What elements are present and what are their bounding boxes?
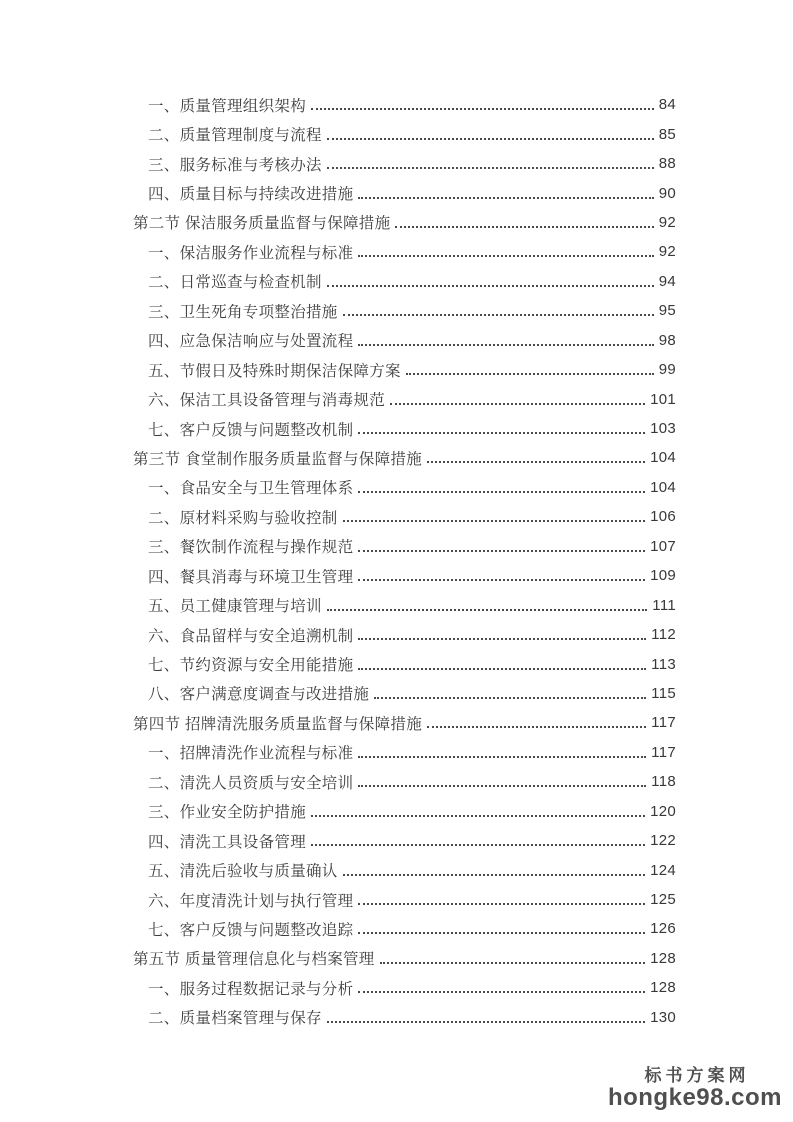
dot-leader xyxy=(358,344,653,346)
toc-entry-page-number: 117 xyxy=(651,714,676,732)
toc-entry-page-number: 118 xyxy=(651,773,676,791)
dot-leader xyxy=(311,108,654,110)
dot-leader xyxy=(327,285,654,287)
watermark xyxy=(608,1067,782,1110)
toc-entry-page-number: 92 xyxy=(658,213,676,231)
toc-entry-page-number: 92 xyxy=(658,243,676,261)
dot-leader xyxy=(358,756,646,758)
toc-entry[interactable] xyxy=(148,237,676,266)
dot-leader xyxy=(358,579,645,581)
toc-entry[interactable] xyxy=(148,590,676,619)
toc-entry-page-number: 94 xyxy=(658,272,676,290)
dot-leader xyxy=(427,461,645,463)
toc-entry-label: 二、原材料采购与验收控制 xyxy=(148,509,338,527)
dot-leader xyxy=(390,403,645,405)
toc-entry-label: 五、员工健康管理与培训 xyxy=(148,598,322,616)
dot-leader xyxy=(327,1021,645,1023)
dot-leader xyxy=(427,726,646,728)
toc-entry-label: 二、质量管理制度与流程 xyxy=(148,127,322,145)
toc-entry[interactable] xyxy=(148,738,676,767)
toc-entry-label: 三、餐饮制作流程与操作规范 xyxy=(148,539,354,557)
toc-entry-label: 一、服务过程数据记录与分析 xyxy=(148,980,354,998)
toc-entry-page-number: 130 xyxy=(650,1008,676,1026)
toc-entry-label: 二、日常巡查与检查机制 xyxy=(148,274,322,292)
toc-entry-page-number: 128 xyxy=(650,979,676,997)
toc-entry-page-number: 115 xyxy=(651,684,676,702)
toc-entry[interactable] xyxy=(148,414,676,443)
dot-leader xyxy=(358,991,645,993)
toc-entry-page-number: 126 xyxy=(650,920,676,938)
toc-entry-label: 一、招牌清洗作业流程与标准 xyxy=(148,745,354,763)
toc-entry-page-number: 113 xyxy=(651,655,676,673)
toc-entry-label: 七、客户反馈与问题整改机制 xyxy=(148,421,354,439)
toc-entry-page-number: 124 xyxy=(650,861,676,879)
toc-entry[interactable] xyxy=(133,708,676,737)
toc-entry-page-number: 109 xyxy=(650,567,676,585)
dot-leader xyxy=(327,609,647,611)
toc-entry[interactable] xyxy=(148,355,676,384)
toc-entry-page-number: 106 xyxy=(650,508,676,526)
toc-entry-page-number: 128 xyxy=(650,949,676,967)
table-of-contents xyxy=(133,90,676,1032)
toc-entry[interactable] xyxy=(148,296,676,325)
dot-leader xyxy=(358,197,653,199)
toc-entry[interactable] xyxy=(148,855,676,884)
toc-entry-page-number: 111 xyxy=(652,596,676,614)
dot-leader xyxy=(395,226,653,228)
toc-entry-page-number: 120 xyxy=(650,802,676,820)
toc-entry-label: 五、清洗后验收与质量确认 xyxy=(148,863,338,881)
toc-entry[interactable] xyxy=(148,1003,676,1032)
toc-entry[interactable] xyxy=(148,267,676,296)
dot-leader xyxy=(358,550,645,552)
toc-entry-label: 四、质量目标与持续改进措施 xyxy=(148,186,354,204)
toc-entry-label: 六、年度清洗计划与执行管理 xyxy=(148,892,354,910)
toc-entry-label: 第二节 保洁服务质量监督与保障措施 xyxy=(133,215,391,233)
toc-entry-label: 三、作业安全防护措施 xyxy=(148,804,307,822)
dot-leader xyxy=(343,520,645,522)
toc-entry-label: 第四节 招牌清洗服务质量监督与保障措施 xyxy=(133,715,423,733)
dot-leader xyxy=(358,255,653,257)
toc-entry[interactable] xyxy=(133,944,676,973)
toc-entry[interactable] xyxy=(148,119,676,148)
toc-entry[interactable] xyxy=(148,502,676,531)
dot-leader xyxy=(406,373,654,375)
toc-entry-label: 六、保洁工具设备管理与消毒规范 xyxy=(148,392,386,410)
dot-leader xyxy=(358,668,646,670)
dot-leader xyxy=(358,785,646,787)
toc-entry[interactable] xyxy=(148,826,676,855)
toc-entry[interactable] xyxy=(148,532,676,561)
toc-entry[interactable] xyxy=(148,149,676,178)
toc-entry[interactable] xyxy=(148,326,676,355)
toc-entry-page-number: 85 xyxy=(658,125,676,143)
toc-entry-page-number: 98 xyxy=(658,331,676,349)
toc-entry-label: 三、服务标准与考核办法 xyxy=(148,156,322,174)
toc-entry-page-number: 95 xyxy=(658,302,676,320)
toc-entry[interactable] xyxy=(148,90,676,119)
toc-entry-page-number: 88 xyxy=(658,155,676,173)
dot-leader xyxy=(358,903,645,905)
toc-entry-label: 第五节 质量管理信息化与档案管理 xyxy=(133,951,375,969)
toc-entry[interactable] xyxy=(148,885,676,914)
dot-leader xyxy=(358,432,645,434)
dot-leader xyxy=(343,874,645,876)
toc-entry[interactable] xyxy=(148,679,676,708)
toc-entry-page-number: 125 xyxy=(650,891,676,909)
toc-entry-label: 一、保洁服务作业流程与标准 xyxy=(148,244,354,262)
toc-entry[interactable] xyxy=(148,649,676,678)
dot-leader xyxy=(374,697,646,699)
toc-entry[interactable] xyxy=(148,561,676,590)
toc-entry-page-number: 99 xyxy=(658,361,676,379)
dot-leader xyxy=(358,491,645,493)
toc-entry[interactable] xyxy=(148,384,676,413)
toc-entry[interactable] xyxy=(133,208,676,237)
dot-leader xyxy=(327,167,654,169)
watermark-domain-text: hongke98.com xyxy=(607,1084,782,1111)
toc-entry-page-number: 101 xyxy=(650,390,676,408)
dot-leader xyxy=(327,138,654,140)
dot-leader xyxy=(358,638,646,640)
toc-entry-label: 一、质量管理组织架构 xyxy=(148,97,307,115)
toc-entry-label: 七、节约资源与安全用能措施 xyxy=(148,657,354,675)
toc-entry[interactable] xyxy=(148,178,676,207)
toc-entry-label: 四、清洗工具设备管理 xyxy=(148,833,307,851)
toc-entry[interactable] xyxy=(133,443,676,472)
toc-entry[interactable] xyxy=(148,797,676,826)
dot-leader xyxy=(343,314,654,316)
toc-entry-label: 五、节假日及特殊时期保洁保障方案 xyxy=(148,362,401,380)
toc-entry-label: 三、卫生死角专项整治措施 xyxy=(148,303,338,321)
toc-entry-label: 四、应急保洁响应与处置流程 xyxy=(148,333,354,351)
toc-entry-page-number: 103 xyxy=(650,420,676,438)
toc-entry-page-number: 117 xyxy=(651,743,676,761)
toc-entry-label: 一、食品安全与卫生管理体系 xyxy=(148,480,354,498)
toc-entry[interactable] xyxy=(148,620,676,649)
toc-entry[interactable] xyxy=(148,973,676,1002)
toc-entry-page-number: 90 xyxy=(658,184,676,202)
toc-entry-page-number: 122 xyxy=(650,832,676,850)
toc-entry-page-number: 104 xyxy=(650,478,676,496)
toc-entry-label: 二、质量档案管理与保存 xyxy=(148,1010,322,1028)
toc-entry-page-number: 112 xyxy=(651,626,676,644)
dot-leader xyxy=(311,815,645,817)
toc-entry[interactable] xyxy=(148,473,676,502)
toc-entry-page-number: 107 xyxy=(650,537,676,555)
toc-entry-label: 七、客户反馈与问题整改追踪 xyxy=(148,921,354,939)
toc-entry-label: 二、清洗人员资质与安全培训 xyxy=(148,774,354,792)
watermark-site-name: 标书方案网 xyxy=(644,1066,750,1086)
toc-entry[interactable] xyxy=(148,914,676,943)
toc-entry[interactable] xyxy=(148,767,676,796)
toc-entry-page-number: 84 xyxy=(658,96,676,114)
toc-entry-label: 第三节 食堂制作服务质量监督与保障措施 xyxy=(133,450,423,468)
toc-entry-label: 八、客户满意度调查与改进措施 xyxy=(148,686,370,704)
dot-leader xyxy=(358,932,645,934)
dot-leader xyxy=(380,962,645,964)
toc-entry-page-number: 104 xyxy=(650,449,676,467)
toc-entry-label: 四、餐具消毒与环境卫生管理 xyxy=(148,568,354,586)
toc-entry-label: 六、食品留样与安全追溯机制 xyxy=(148,627,354,645)
dot-leader xyxy=(311,844,645,846)
